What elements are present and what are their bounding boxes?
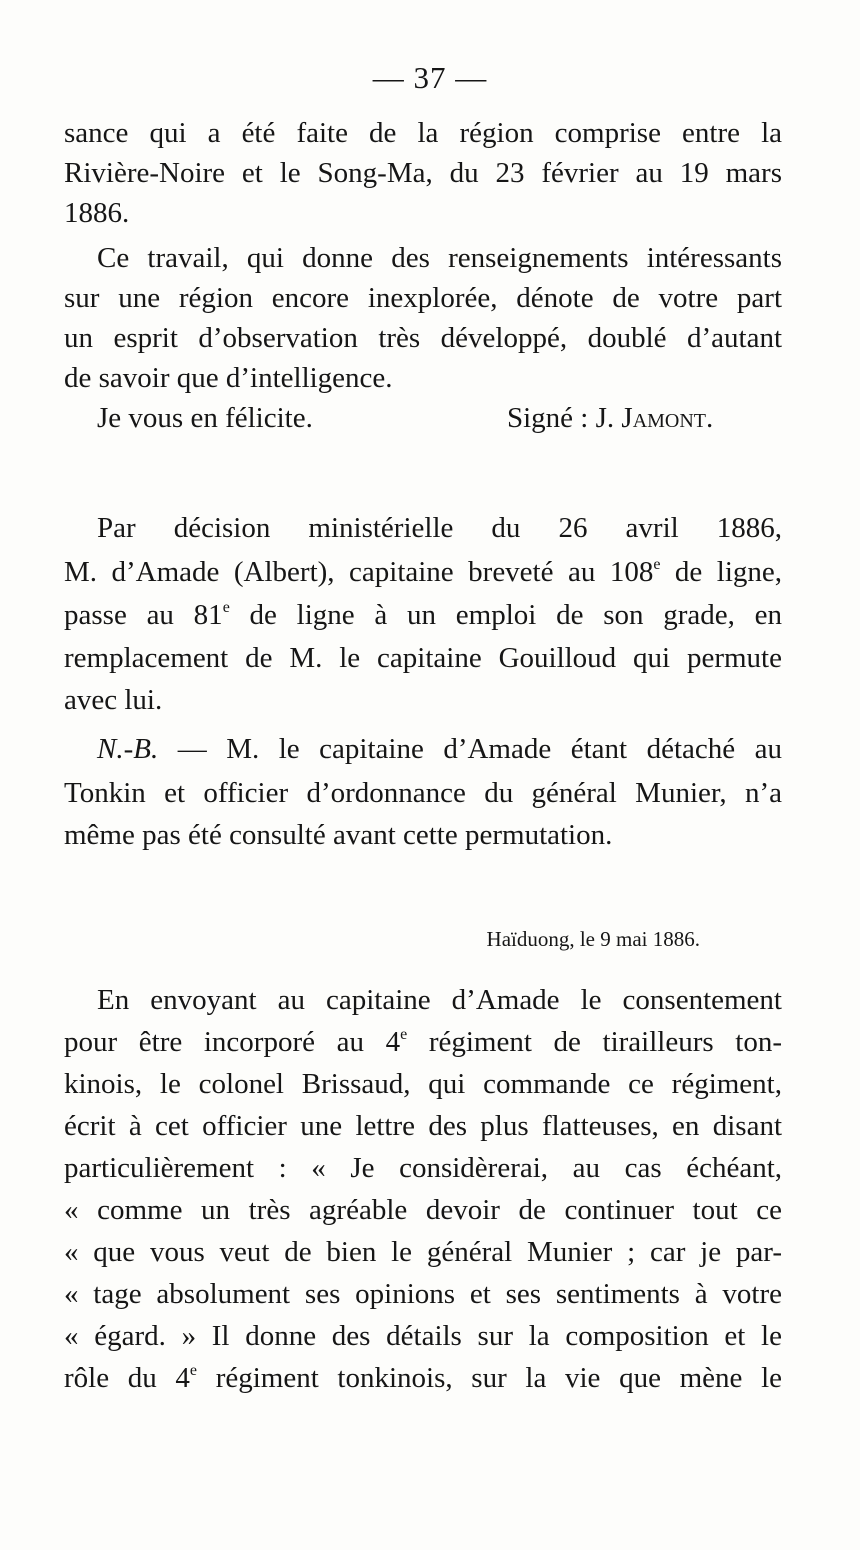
text-segment: pour être incorporé au 4 [64, 1026, 401, 1058]
text-line: Tonkin et officier d’ordonnance du général Munier, n’a [64, 777, 782, 809]
text-line [64, 552, 782, 592]
nota-bene: N.-B. [97, 733, 159, 765]
text-line [97, 729, 782, 769]
text-segment: M. d’Amade (Albert), capitaine breveté au 108 [64, 556, 654, 588]
text-line: particulièrement : « Je considèrerai, au cas échéant, [64, 1152, 782, 1184]
text-line [64, 1358, 782, 1398]
text-segment: — M. le capitaine d’Amade étant détaché au [158, 733, 782, 765]
text-segment: régiment tonkinois, sur la vie que mène le [197, 1362, 782, 1394]
text-line: avec lui. [64, 684, 163, 716]
text-segment: passe au 81 [64, 599, 223, 631]
text-line: kinois, le colonel Brissaud, qui commande ce régiment, [64, 1068, 782, 1100]
signature-name: Jamont. [621, 402, 714, 434]
text-segment: régiment de tirailleurs ton- [407, 1026, 782, 1058]
text-line: Je vous en félicite. [97, 402, 313, 434]
text-line: « égard. » Il donne des détails sur la composition et le [64, 1320, 782, 1352]
text-line: « tage absolument ses opinions et ses sentiments à votre [64, 1278, 782, 1310]
text-line: Par décision ministérielle du 26 avril 1886, [97, 512, 782, 544]
text-line [64, 1022, 782, 1062]
page-number: — 37 — [372, 60, 488, 95]
text-line: même pas été consulté avant cette permutation. [64, 819, 613, 851]
superscript: e [222, 599, 230, 616]
signature-prefix: Signé : J. [507, 402, 615, 434]
text-line: écrit à cet officier une lettre des plus flatteuses, en disant [64, 1110, 782, 1142]
text-line: En envoyant au capitaine d’Amade le consentement [97, 984, 782, 1016]
text-segment: rôle du 4 [64, 1362, 190, 1394]
text-segment: de ligne, [660, 556, 783, 588]
text-line: 1886. [64, 197, 130, 229]
text-line: de savoir que d’intelligence. [64, 362, 393, 394]
dateline: Haïduong, le 9 mai 1886. [486, 927, 700, 951]
text-line: sur une région encore inexplorée, dénote de votre part [64, 282, 782, 314]
text-line: Rivière-Noire et le Song-Ma, du 23 février au 19 mars [64, 157, 782, 189]
text-line [64, 595, 782, 635]
text-line: « comme un très agréable devoir de continuer tout ce [64, 1194, 782, 1226]
text-line: Ce travail, qui donne des renseignements intéressants [97, 242, 782, 274]
superscript: e [400, 1026, 408, 1043]
text-line: « que vous veut de bien le général Munier ; car je par- [64, 1236, 782, 1268]
text-line: un esprit d’observation très développé, doublé d’autant [64, 322, 782, 354]
superscript: e [189, 1362, 198, 1379]
text-line: remplacement de M. le capitaine Gouilloud qui permute [64, 642, 782, 674]
superscript: e [653, 556, 661, 573]
text-line: sance qui a été faite de la région comprise entre la [64, 117, 782, 149]
signature-line [507, 398, 713, 438]
text-segment: de ligne à un emploi de son grade, en [229, 599, 782, 631]
